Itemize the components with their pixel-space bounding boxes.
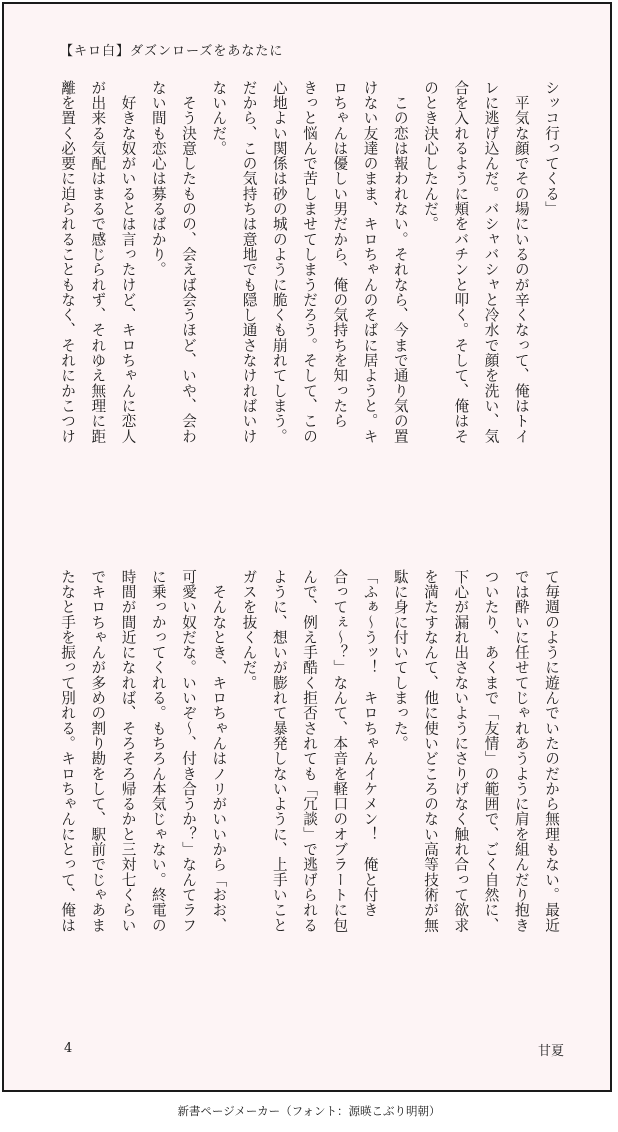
- text-line: たなと手を振って別れる。キロちゃんにとって、俺は: [59, 569, 76, 933]
- text-line: 心地よい関係は砂の城のように脆くも崩れてしまう。: [270, 80, 288, 444]
- text-line: ない間も恋心は募るばかり。: [149, 80, 167, 277]
- text-line: 可愛い奴だな。いいぞ〜、付き合うか？」なんてラフ: [180, 569, 197, 933]
- text-line: 平気な顔でその場にいるのが辛くなって、俺はトイ: [512, 80, 530, 444]
- page-number: 4: [64, 1041, 73, 1056]
- page-header-title: 【キロ白】ダズンローズをあなたに: [60, 44, 284, 59]
- text-line: では酔いに任せてじゃれあうように肩を組んだり抱き: [512, 569, 530, 933]
- text-line: のとき決心したんだ。: [422, 80, 439, 232]
- text-line: が出来る気配はまるで感じられず、それゆえ無理に距: [89, 80, 107, 444]
- text-line: だから、この気持ちは意地でも隠し通さなければいけ: [240, 80, 258, 444]
- text-line: んで、例え手酷く拒否されても「冗談」で逃げられる: [301, 569, 318, 933]
- text-line: でキロちゃんが多めの割り勘をして、駅前でじゃあま: [89, 569, 107, 933]
- text-line: に乗っかってくれる。もちろん本気じゃない。終電の: [149, 569, 167, 933]
- text-line: 合ってぇ〜？」なんて、本音を軽口のオブラートに包: [331, 569, 349, 933]
- text-line: ついたり、あくまで「友情」の範囲で、ごく自然に、: [482, 569, 500, 933]
- text-line: 好きな奴がいるとは言ったけど、キロちゃんに恋人: [119, 80, 137, 444]
- text-line: 合を入れるように頬をバチンと叩く。そして、俺はそ: [452, 80, 470, 444]
- text-block-lower: [54, 569, 564, 1021]
- text-line: レに逃げ込んだ。バシャバシャと冷水で顔を洗い、気: [482, 80, 500, 444]
- text-line: 下心が漏れ出さないようにさりげなく触れ合って欲求: [452, 569, 470, 933]
- text-line: シッコ行ってくる」: [543, 80, 560, 217]
- text-line: ないんだ。: [210, 80, 228, 156]
- text-line: この恋は報われない。それなら、今まで通り気の置: [391, 80, 409, 444]
- text-line: を満たすなんて、他に使いどころのない高等技術が無: [422, 569, 439, 933]
- text-block-upper: [54, 80, 564, 532]
- text-line: ガスを抜くんだ。: [240, 569, 258, 691]
- text-line: ように、想いが膨れて暴発しないように、上手いこと: [270, 569, 288, 933]
- book-page: [2, 2, 612, 1092]
- text-line: 「ふぁ〜うッ！ キロちゃんイケメン！ 俺と付き: [361, 569, 379, 918]
- text-line: 駄に身に付いてしまった。: [391, 569, 409, 751]
- text-line: そんなとき、キロちゃんはノリがいいから「おお、: [210, 569, 228, 933]
- text-line: 離を置く必要に迫られることもなく、それにかこつけ: [59, 80, 76, 444]
- text-line: きっと悩んで苦しませてしまうだろう。そして、この: [301, 80, 318, 444]
- author-name: 甘夏: [537, 1044, 564, 1059]
- text-line: 時間が間近になれば、そろそろ帰るかと三対七くらい: [119, 569, 137, 933]
- text-line: て毎週のように遊んでいたのだから無理もない。最近: [543, 569, 560, 933]
- text-line: ロちゃんは優しい男だから、俺の気持ちを知ったら: [331, 80, 349, 429]
- text-line: そう決意したものの、会えば会うほど、いや、会わ: [180, 80, 197, 444]
- text-line: けない友達のまま、キロちゃんのそばに居ようと。キ: [361, 80, 379, 444]
- generator-credit: 新書ページメーカー（フォント：源暎こぶり明朝）: [177, 1104, 441, 1118]
